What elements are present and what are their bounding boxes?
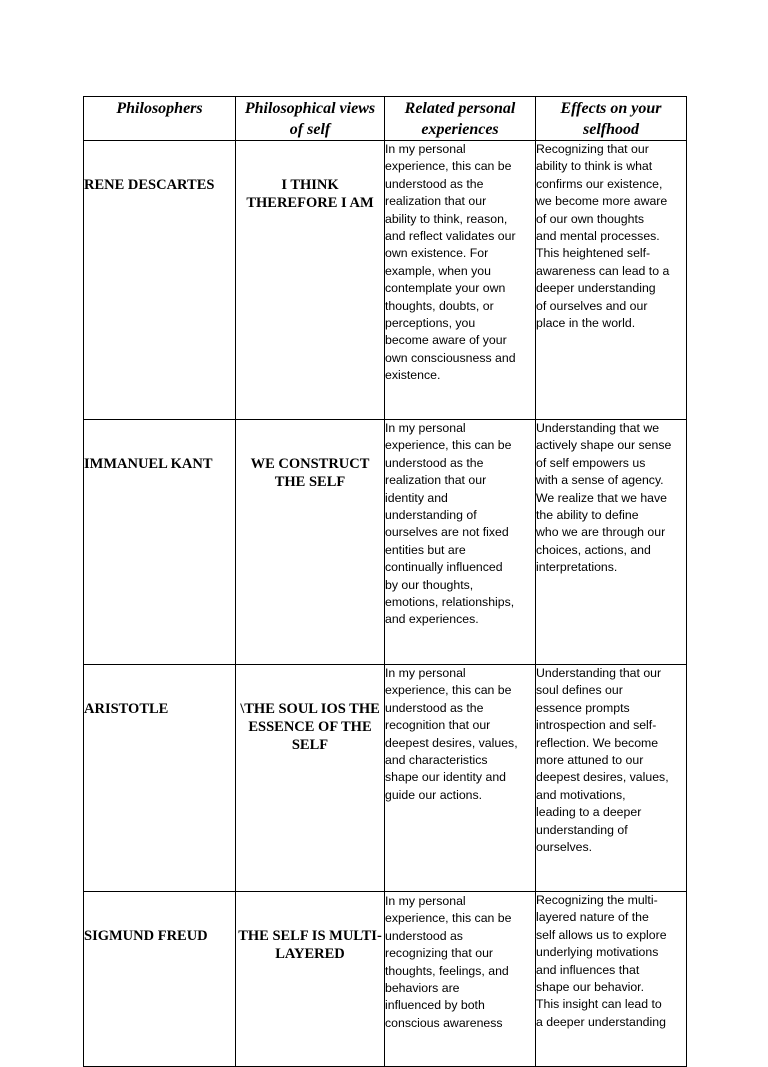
philosophical-view: I THINK THEREFORE I AM [236, 141, 385, 420]
selfhood-effect: Recognizing that our ability to think is what confirms our existence, we become more aware of our own thoughts and mental processes. This heightened self- awareness can lead to a deeper understanding of ourselves and our place in the world. [536, 141, 687, 420]
philosopher-name: IMMANUEL KANT [84, 420, 236, 665]
philosophers-table [83, 96, 687, 1067]
header-effects-on-selfhood: Effects on your selfhood [536, 97, 687, 141]
table-header-row [84, 97, 687, 141]
personal-experience: In my personal experience, this can be understood as the realization that our ability to think, reason, and reflect validates our own existence. For example, when you contemplate your own thoughts, doubts, or perceptions, you become aware of your own consciousness and existence. [385, 141, 536, 420]
personal-experience: In my personal experience, this can be understood as recognizing that our thoughts, feelings, and behaviors are influenced by both conscious awareness [385, 892, 536, 1067]
selfhood-effect: Understanding that our soul defines our essence prompts introspection and self- reflection. We become more attuned to our deepest desires, values, and motivations, leading to a deeper understanding of ourselves. [536, 665, 687, 892]
philosopher-name: ARISTOTLE [84, 665, 236, 892]
header-philosophers: Philosophers [84, 97, 236, 141]
selfhood-effect: Understanding that we actively shape our sense of self empowers us with a sense of agency. We realize that we have the ability to define who we are through our choices, actions, and interpretations. [536, 420, 687, 665]
table-row [84, 665, 687, 892]
header-philosophical-views: Philosophical views of self [236, 97, 385, 141]
table-row [84, 420, 687, 665]
table-row [84, 141, 687, 420]
selfhood-effect: Recognizing the multi- layered nature of the self allows us to explore underlying motivations and influences that shape our behavior. This insight can lead to a deeper understanding [536, 892, 687, 1067]
header-related-experiences: Related personal experiences [385, 97, 536, 141]
philosophical-view: \THE SOUL IOS THE ESSENCE OF THE SELF [236, 665, 385, 892]
personal-experience: In my personal experience, this can be understood as the recognition that our deepest desires, values, and characteristics shape our identity and guide our actions. [385, 665, 536, 892]
philosopher-name: SIGMUND FREUD [84, 892, 236, 1067]
philosopher-name: RENE DESCARTES [84, 141, 236, 420]
personal-experience: In my personal experience, this can be understood as the realization that our identity and understanding of ourselves are not fixed entities but are continually influenced by our thoughts, emotions, relationships, and experiences. [385, 420, 536, 665]
philosophical-view: WE CONSTRUCT THE SELF [236, 420, 385, 665]
philosophical-view: THE SELF IS MULTI-LAYERED [236, 892, 385, 1067]
table-row [84, 892, 687, 1067]
